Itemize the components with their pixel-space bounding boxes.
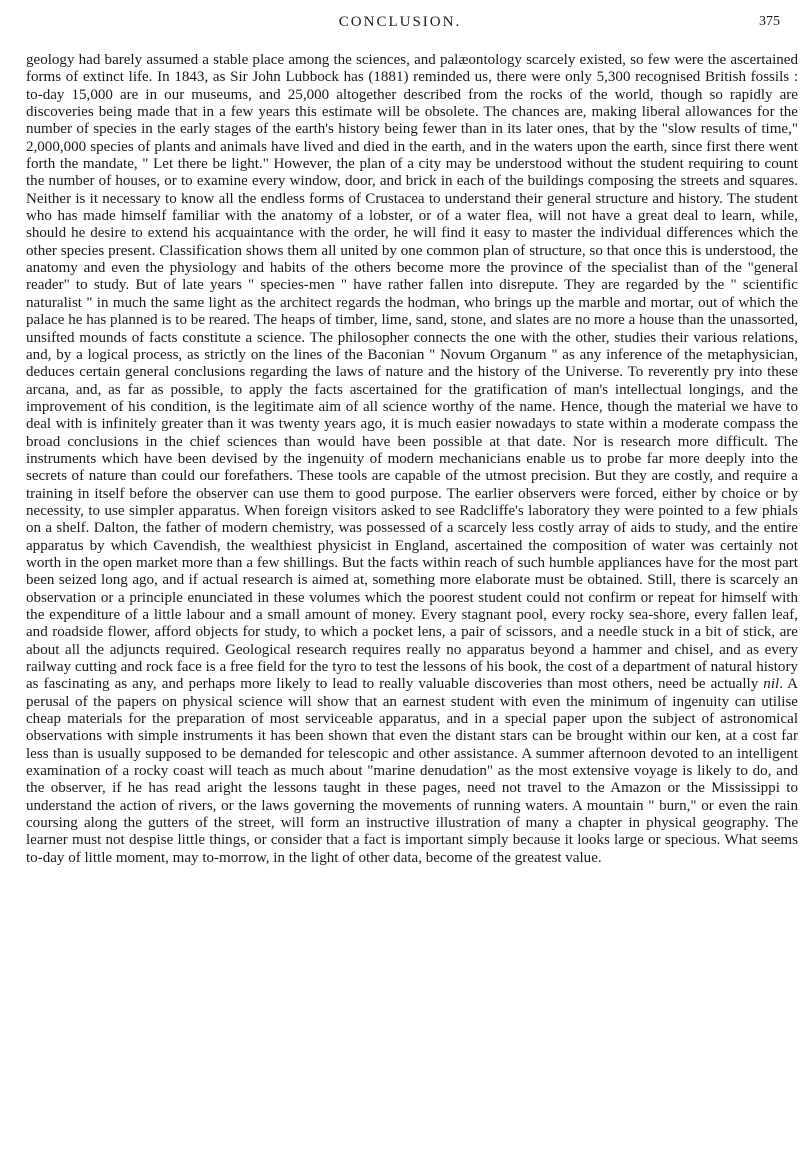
body-text-continued: . A perusal of the papers on physical science will show that an earnest student with even the minimum of ingenuity can utilise cheap materials for the preparation of most serviceable apparatus, and in a special paper upon the subject of astronomical observations with simple instruments it has been shown that even the distant stars can be brought within our ken, at a cost far less than is usually supposed to be demanded for telescopic and other assistance. A summer afternoon devoted to an intelligent examination of a rocky coast will teach as much about "marine denudation" as the most extensive voyage is likely to do, and the observer, if he has read aright the lessons taught in these pages, need not travel to the Amazon or the Mississippi to understand the action of rivers, or the laws governing the movements of running waters. A mountain " burn," or even the rain coursing along the gutters of the street, will form an instructive illustration of many a chapter in physical geography. The learner must not despise little things, or consider that a fact is important simply because it looks large or specious. What seems to-day of little moment, may to-morrow, in the light of other data, become of the greatest value. [26,676,799,866]
body-paragraph [26,52,798,867]
running-head [0,14,800,38]
chapter-title: CONCLUSION. [338,14,462,30]
body-text-main: geology had barely assumed a stable place among the sciences, and palæontology scarcely existed, so few were the ascertained forms of extinct life. In 1843, as Sir John Lubbock has (1881) reminded us, there were only 5,300 recognised British fossils : to-day 15,000 are in our museums, and 25,000 altogether described from the rocks of the world, though so rapidly are discoveries being made that in a few years this estimate will be obsolete. The chances are, making liberal allowances for the number of species in the early stages of the earth's history being fewer than in its later ones, that by the "slow results of time," 2,000,000 species of plants and animals have lived and died in the earth, and in the waters upon the earth, since first there went forth the mandate, " Let there be light." However, the plan of a city may be understood without the student requiring to count the number of houses, or to examine every window, door, and brick in each of the buildings composing the streets and squares. Neither is it necessary to know all the endless forms of Crustacea to understand their general structure and history. The student who has made himself familiar with the anatomy of a lobster, or of a water flea, will not have a great deal to learn, while, should he desire to extend his acquaintance with the order, he will find it easy to master the individual differences which the other species present. Classification shows them all united by one common plan of structure, so that once this is understood, the anatomy and even the physiology and habits of the others become more the province of the specialist than of the "general reader" to study. But of late years " species-men " have rather fallen into disrepute. They are regarded by the " scientific naturalist " in much the same light as the architect regards the hodman, who brings up the marble and mortar, out of which the palace he has planned is to be reared. The heaps of timber, lime, sand, stone, and slates are no more a house than the unassorted, unsifted mounds of facts constitute a science. The philosopher connects the one with the other, studies their various relations, and, by a logical process, as strictly on the lines of the Baconian " Novum Organum " as any inference of the metaphysician, deduces certain general conclusions regarding the laws of nature and the history of the Universe. To reverently pry into these arcana, and, as far as possible, to apply the facts ascertained for the gratification of man's intellectual longings, and the improvement of his condition, is the legitimate aim of all science worthy of the name. Hence, though the material we have to deal with is infinitely greater than it was twenty years ago, it is much easier nowadays to state within a moderate compass the broad conclusions in the chief sciences than would have been possible at that date. Nor is research more difficult. The instruments which have been devised by the ingenuity of modern mechanicians enable us to probe far more deeply into the secrets of nature than could our forefathers. These tools are capable of the utmost precision. But they are costly, and require a training in itself before the observer can use them to good purpose. The earlier observers were forced, either by choice or by necessity, to use simpler apparatus. When foreign visitors asked to see Radcliffe's laboratory they were pointed to a few phials on a shelf. Dalton, the father of modern chemistry, was possessed of a scarcely less costly array of aids to study, and the entire apparatus by which Cavendish, the wealthiest physicist in England, ascertained the composition of water was certainly not worth in the open market more than a few shillings. But the facts within reach of such humble appliances have for the most part been seized long ago, and if actual research is aimed at, something more elaborate must be obtained. Still, there is scarcely an observation or a principle enunciated in these volumes which the poorest student could not confirm or repeat for himself with the expenditure of a little labour and a small amount of money. Every stagnant pool, every rocky sea-shore, every fallen leaf, and roadside flower, afford objects for study, to which a pocket lens, a pair of scissors, and a needle stuck in a bit of stick, are about all the adjuncts required. Geological research requires really no apparatus beyond a hammer and chisel, and as every railway cutting and rock face is a free field for the tyro to test the lessons of his book, the cost of a department of natural history as fascinating as any, and perhaps more likely to lead to really valuable discoveries than most others, need be actually [26,52,798,693]
emphasis-word: nil [763,676,780,693]
body-text [26,52,798,867]
page-number: 375 [759,14,780,29]
